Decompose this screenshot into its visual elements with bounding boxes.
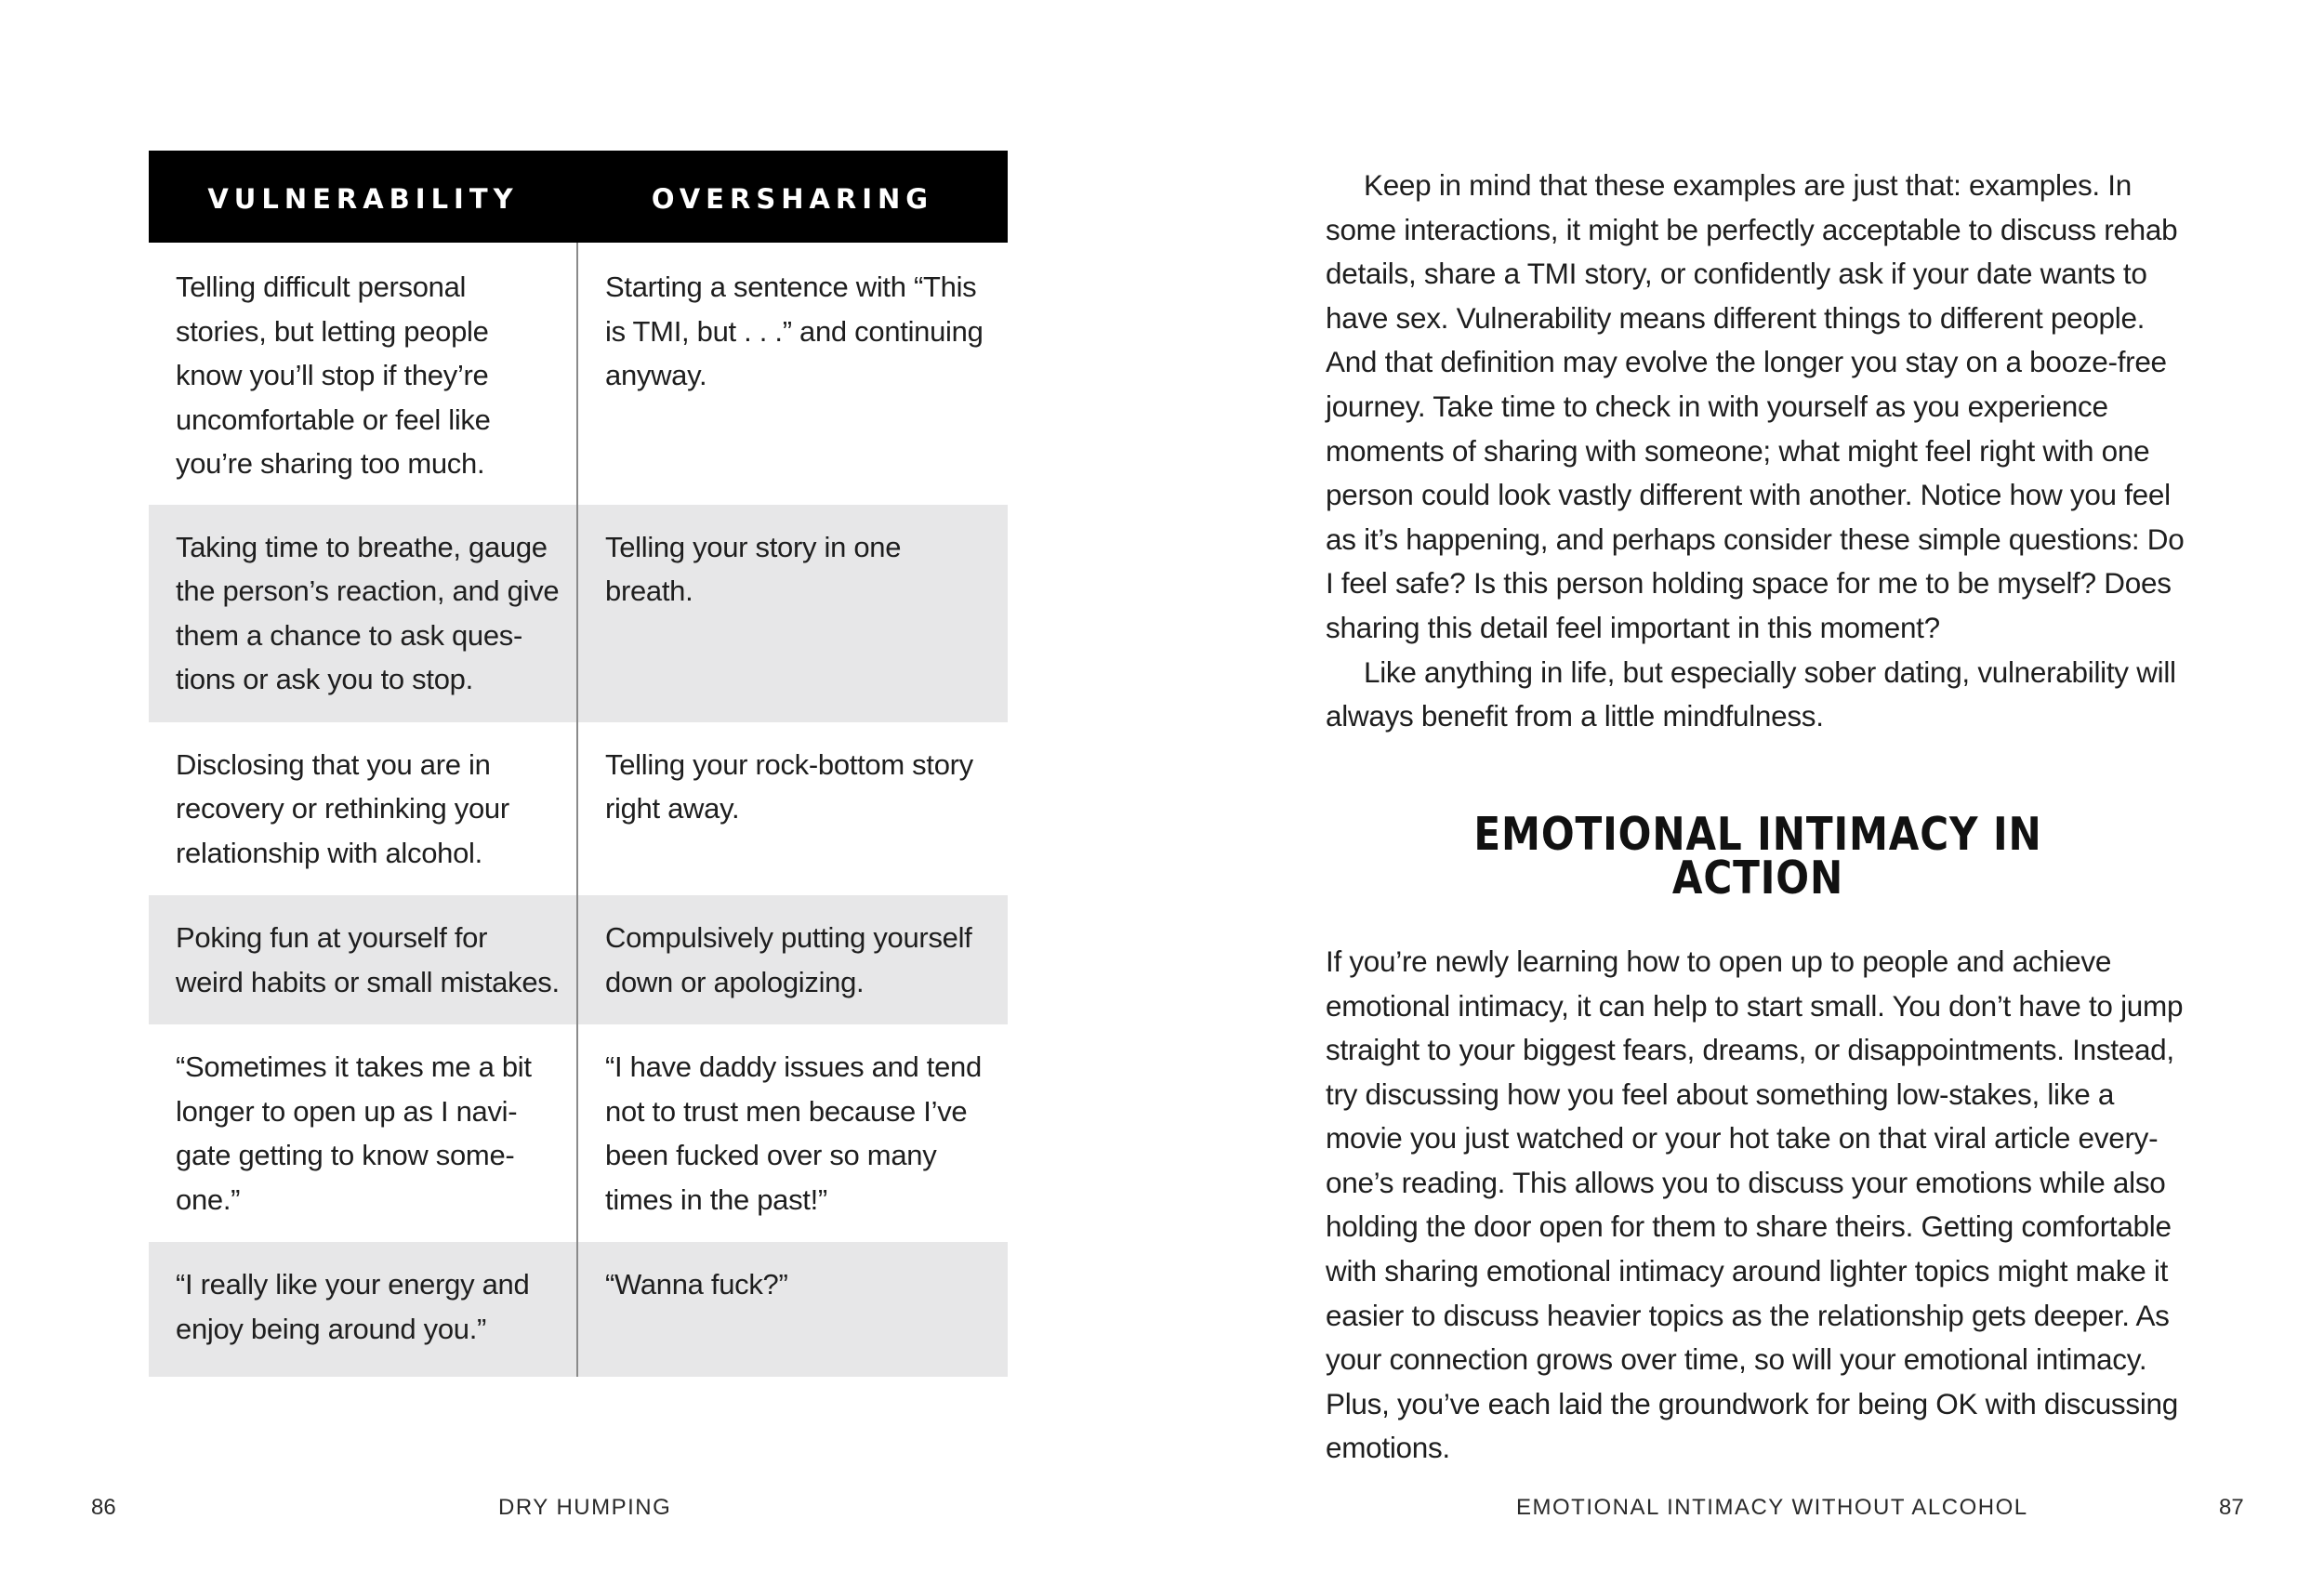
section-heading: EMOTIONAL INTIMACY IN ACTION [1473, 807, 2042, 905]
oversharing-cell: Telling your rock-bottom story right away. [605, 747, 973, 825]
header-oversharing: OVERSHARING [577, 151, 1008, 243]
oversharing-cell: Compulsively putting yourself down or apologizing. [577, 895, 1008, 1024]
vulnerability-cell: Taking time to breathe, gauge the person’s reaction, and give them a chance to ask ques-tions or ask you to stop. [149, 505, 577, 722]
right-page-number: 87 [2219, 1495, 2244, 1520]
body-paragraph: Keep in mind that these examples are just that: examples. In some interactions, it might be perfectly acceptable to discuss rehab details, share a TMI story, or confidently ask if your date wants to have sex. Vulnerability means different things to different people. And that definition may evolve the longer you stay on a booze-free journey. Take time to check in with yourself as you experience moments of sharing with someone; what might feel right with one person could look vastly different with another. Notice how you feel as it’s happening, and perhaps consider these simple questions: Do I feel safe? Is this person holding space for me to be myself? Does sharing this detail feel important in this moment? [1326, 168, 2185, 644]
table-row [149, 722, 1008, 896]
oversharing-cell: Starting a sentence with “This is TMI, but . . .” and continuing anyway. [605, 271, 984, 391]
oversharing-cell: “I have daddy issues and tend not to trust men because I’ve been fucked over so many times in the past!” [605, 1050, 982, 1216]
oversharing-cell: “Wanna fuck?” [577, 1242, 1008, 1377]
body-paragraph: Like anything in life, but especially sober dating, vulnerability will always benefit from a little mindfulness. [1326, 654, 2176, 733]
table-row [149, 243, 1008, 505]
right-running-head: EMOTIONAL INTIMACY WITHOUT ALCOHOL [1516, 1495, 2028, 1520]
header-vulnerability: VULNERABILITY [149, 151, 577, 243]
table-row [149, 1024, 1008, 1242]
table-row [149, 505, 1008, 722]
table-row [149, 895, 1008, 1024]
left-page-number: 86 [91, 1495, 116, 1520]
vulnerability-cell: “I really like your energy and enjoy being around you.” [149, 1242, 577, 1377]
body-paragraph: If you’re newly learning how to open up to people and achieve emotional intimacy, it can help to start small. You don’t have to jump straight to your biggest fears, dreams, or disappointments. Instead, try discussing how you feel about something low-stakes, like a movie you just watched or your hot take on that viral article every-one’s reading. This allows you to discuss your emotions while also holding the door open for them to share theirs. Getting comfortable with sharing emotional intimacy around lighter topics might make it easier to discuss heavier topics as the relationship gets deeper. As your connection grows over time, so will your emotional intimacy. Plus, you’ve each laid the groundwork for being OK with discussing emotions. [1326, 944, 2184, 1465]
right-page-body [1326, 164, 2190, 1471]
left-running-head: DRY HUMPING [498, 1495, 672, 1520]
table-header-row [149, 151, 1008, 243]
table-row [149, 1242, 1008, 1377]
vulnerability-cell: Disclosing that you are in recovery or rethinking your relationship with alcohol. [149, 722, 577, 896]
vulnerability-vs-oversharing-table [149, 151, 1008, 1377]
vulnerability-cell: Poking fun at yourself for weird habits or small mistakes. [149, 895, 577, 1024]
vulnerability-cell: Telling difficult personal stories, but letting people know you’ll stop if they’re uncomfortable or feel like you’re sharing too much. [149, 243, 577, 505]
vulnerability-cell: “Sometimes it takes me a bit longer to open up as I navi-gate getting to know some-one.” [149, 1024, 577, 1242]
oversharing-cell: Telling your story in one breath. [577, 505, 1008, 722]
